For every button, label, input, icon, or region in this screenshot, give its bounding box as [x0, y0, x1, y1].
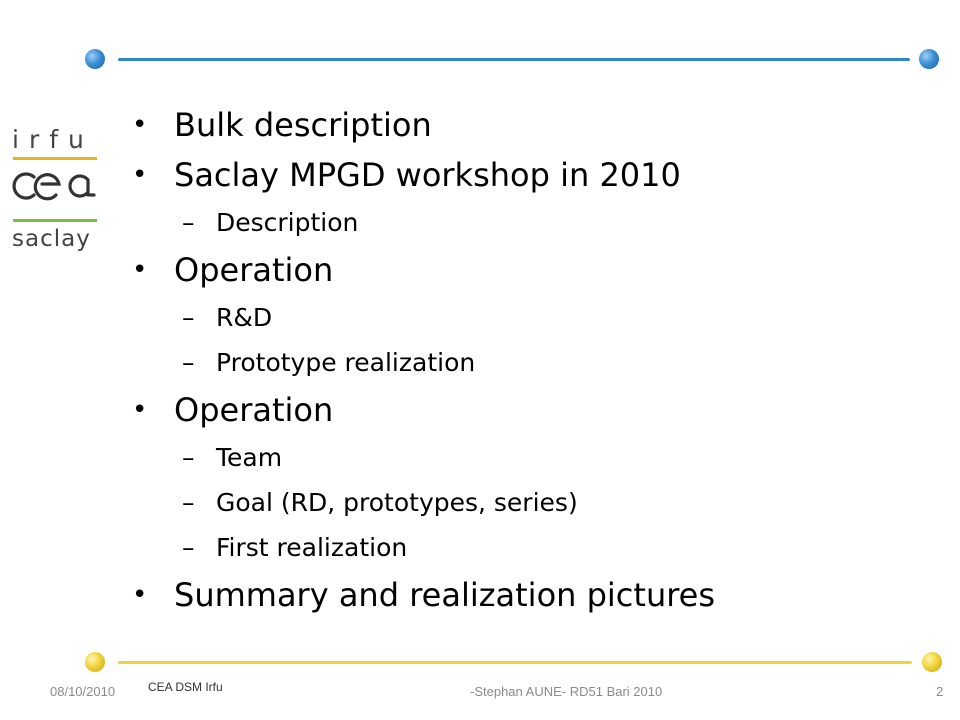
list-item: • Summary and realization pictures	[130, 570, 930, 620]
list-subitem: – Goal (RD, prototypes, series)	[130, 480, 930, 525]
list-subitem: – R&D	[130, 295, 930, 340]
irfu-cea-saclay-logo	[10, 125, 100, 252]
cea-logo-mark	[12, 168, 100, 209]
footer-author-event: -Stephan AUNE- RD51 Bari 2010	[470, 684, 663, 699]
page-number: 2	[936, 684, 944, 699]
logo-yellow-bar	[13, 157, 97, 160]
list-subitem: – First realization	[130, 525, 930, 570]
agenda-list	[130, 100, 930, 620]
list-subitem: – Team	[130, 435, 930, 480]
list-item: • Operation	[130, 385, 930, 435]
list-item: • Saclay MPGD workshop in 2010	[130, 150, 930, 200]
list-subitem: – Prototype realization	[130, 340, 930, 385]
top-right-dot-icon	[919, 49, 939, 69]
top-left-dot-icon	[85, 49, 105, 69]
bottom-divider-line	[118, 661, 912, 664]
list-item: • Bulk description	[130, 100, 930, 150]
bottom-right-dot-icon	[922, 652, 942, 672]
list-item: • Operation	[130, 245, 930, 295]
logo-green-bar	[13, 219, 97, 222]
list-subitem: – Description	[130, 200, 930, 245]
top-divider-line	[118, 58, 910, 61]
logo-saclay-text: saclay	[12, 226, 91, 252]
bottom-left-dot-icon	[85, 652, 105, 672]
footer-org: CEA DSM Irfu	[148, 680, 223, 694]
logo-irfu-text: irfu	[12, 125, 94, 154]
footer-date: 08/10/2010	[50, 684, 116, 699]
